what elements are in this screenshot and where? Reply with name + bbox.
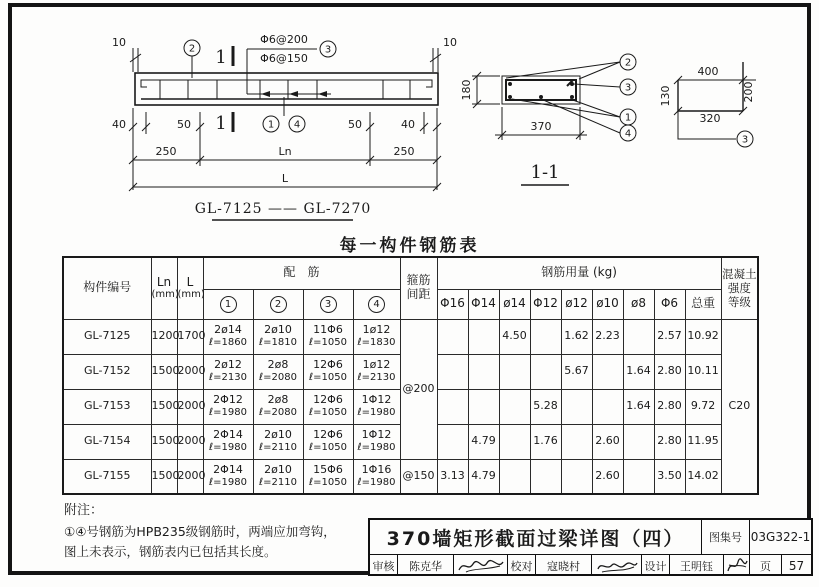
stirrup-note-top: Φ6@200	[260, 33, 308, 46]
title-block-row-1	[370, 520, 811, 555]
corner-bar-dot	[508, 82, 512, 86]
callout-1-label: 1	[624, 112, 632, 124]
atlas-number: 03G322-1	[750, 530, 811, 544]
header-member: 构件编号	[63, 257, 151, 319]
l-value: 1700	[177, 319, 203, 354]
bar-spec: 12Φ6	[313, 428, 343, 442]
weight-cell	[530, 354, 561, 389]
weight-cell	[499, 424, 530, 459]
bar-spec: 11Φ6	[313, 323, 343, 337]
config-cell	[353, 354, 400, 389]
bar-spec: 1Φ12	[361, 393, 392, 407]
beam-outline	[135, 73, 438, 105]
member-id: GL-7125	[63, 319, 151, 354]
l-unit: (mm)	[177, 289, 205, 301]
notes-block	[64, 501, 336, 562]
concrete-line2: 强度	[727, 281, 751, 296]
member-id: GL-7155	[63, 459, 151, 494]
header-dia-12: Φ12	[530, 289, 561, 319]
config-cell	[203, 389, 253, 424]
signature-scribble	[594, 557, 640, 575]
concrete-grade-cell: C20	[721, 319, 758, 494]
bar-length: ℓ=1830	[357, 337, 396, 349]
dim-50-left: 50	[177, 118, 191, 131]
config-cell	[203, 459, 253, 494]
header-dia-14: Φ14	[468, 289, 499, 319]
bar-spec: 1ø12	[362, 358, 391, 372]
config-cell	[253, 424, 303, 459]
config-cell	[303, 319, 353, 354]
dim-320: 320	[699, 112, 721, 125]
bar-spec: 2ø8	[267, 358, 289, 372]
bar-id-circle: 3	[320, 296, 337, 313]
dim-ln: Ln	[278, 145, 292, 158]
reviewer-label: 审核	[370, 555, 398, 576]
table-title: 每一构件钢筋表	[339, 236, 480, 256]
dim-180: 180	[460, 79, 473, 101]
config-cell	[253, 319, 303, 354]
bar-id-circle: 1	[220, 296, 237, 313]
weight-cell: 4.79	[468, 424, 499, 459]
section-1-1-drawing	[460, 54, 636, 185]
leader-line	[574, 84, 620, 87]
bar-length: ℓ=1980	[209, 476, 247, 488]
reviewer-name: 陈克华	[398, 555, 454, 576]
header-dia-12b: ø12	[561, 289, 592, 319]
weight-cell: 4.50	[499, 319, 530, 354]
callout-2-label: 2	[188, 43, 196, 55]
member-id: GL-7152	[63, 354, 151, 389]
header-dia-6: Φ6	[654, 289, 685, 319]
bar-length: ℓ=2130	[209, 372, 247, 384]
total-weight-cell: 10.11	[685, 354, 721, 389]
header-usage: 钢筋用量 (kg)	[437, 257, 721, 289]
bar-length: ℓ=1980	[209, 442, 247, 454]
weight-cell	[623, 424, 654, 459]
bar-length: ℓ=1050	[309, 337, 347, 349]
ln-value: 1500	[151, 354, 177, 389]
bar-length: ℓ=2110	[259, 442, 297, 454]
header-bar-4	[353, 289, 400, 319]
weight-cell: 2.80	[654, 424, 685, 459]
weight-cell	[592, 389, 623, 424]
bar-spec: 1Φ12	[361, 428, 392, 442]
header-config: 配 筋	[203, 257, 400, 289]
weight-cell	[437, 319, 468, 354]
bar-length: ℓ=1980	[209, 407, 247, 419]
total-weight-cell: 9.72	[685, 389, 721, 424]
config-cell	[203, 424, 253, 459]
bar-spec: 2Φ14	[213, 428, 243, 442]
bar-spec: 2ø10	[264, 323, 292, 337]
l-value: 2000	[177, 354, 203, 389]
beam-range-title: GL-7125 —— GL-7270	[194, 201, 372, 217]
weight-cell	[623, 319, 654, 354]
bar-spec: 2ø10	[264, 463, 292, 477]
l-value: 2000	[177, 459, 203, 494]
config-cell	[353, 424, 400, 459]
dim-200: 200	[742, 81, 755, 103]
ln-value: 1500	[151, 459, 177, 494]
bar-length: ℓ=1980	[357, 442, 396, 454]
weight-cell	[561, 389, 592, 424]
bar-id-circle: 2	[270, 296, 287, 313]
weight-cell: 2.60	[592, 459, 623, 494]
config-cell	[203, 354, 253, 389]
bar-length: ℓ=2110	[259, 476, 297, 488]
header-ln	[151, 257, 177, 319]
signature-scribble	[456, 557, 506, 575]
bar-spec: 2ø12	[214, 358, 242, 372]
weight-cell: 3.50	[654, 459, 685, 494]
section-title: 1-1	[530, 162, 560, 183]
note-line-1: ①④号钢筋为HPB235级钢筋时，两端应加弯钩，	[64, 523, 336, 539]
leader-line	[512, 99, 620, 117]
header-l	[177, 257, 203, 319]
header-dia-16: Φ16	[437, 289, 468, 319]
config-cell	[303, 354, 353, 389]
dim-370: 370	[530, 120, 552, 133]
header-total: 总重	[685, 289, 721, 319]
bar-length: ℓ=2130	[357, 372, 396, 384]
weight-cell: 3.13	[437, 459, 468, 494]
dim-40-left: 40	[112, 118, 126, 131]
beam-elevation-drawing	[112, 33, 457, 220]
weight-cell: 2.80	[654, 354, 685, 389]
weight-cell	[468, 389, 499, 424]
table-row	[63, 459, 758, 494]
l-label: L	[186, 274, 194, 289]
total-weight-cell: 10.92	[685, 319, 721, 354]
ln-value: 1500	[151, 424, 177, 459]
header-concrete	[721, 257, 758, 319]
bar-spec: 1ø12	[362, 323, 391, 337]
signature-scribble	[725, 557, 749, 575]
reviewer-signature	[454, 555, 508, 576]
header-dia-10: ø10	[592, 289, 623, 319]
bar-spec: 12Φ6	[313, 393, 343, 407]
callout-3-label: 3	[324, 44, 332, 56]
dim-10-right: 10	[443, 36, 457, 49]
config-cell	[353, 319, 400, 354]
table-row	[63, 319, 758, 354]
callout-3-label: 3	[741, 134, 749, 146]
weight-cell	[561, 424, 592, 459]
weight-cell	[499, 389, 530, 424]
page-label: 页	[750, 555, 782, 576]
weight-cell	[530, 459, 561, 494]
section-number-top: 1	[215, 47, 227, 68]
weight-cell: 2.60	[592, 424, 623, 459]
stirrup-spacing-line1: 箍筋	[406, 273, 431, 288]
header-stirrup-spacing	[400, 257, 437, 319]
drawing-title: 370墙矩形截面过梁详图（四）	[370, 520, 702, 554]
config-cell	[353, 389, 400, 424]
concrete-line1: 混凝土	[722, 266, 757, 281]
note-line-2: 图上未表示，钢筋表内已包括其长度。	[64, 543, 277, 559]
config-cell	[253, 354, 303, 389]
bar-length: ℓ=1980	[357, 407, 396, 419]
ln-label: Ln	[156, 274, 172, 289]
stirrup-detail-drawing	[659, 62, 756, 147]
corner-bar-dot	[508, 95, 512, 99]
weight-cell: 2.23	[592, 319, 623, 354]
weight-cell	[530, 319, 561, 354]
total-weight-cell: 14.02	[685, 459, 721, 494]
header-bar-3	[303, 289, 353, 319]
dim-130: 130	[659, 85, 672, 107]
member-id: GL-7154	[63, 424, 151, 459]
bar-length: ℓ=1050	[309, 476, 347, 488]
tick	[430, 54, 441, 62]
proofread-label: 校对	[508, 555, 536, 576]
bar-spec: 1Φ16	[361, 463, 392, 477]
top-rebar-line	[141, 80, 432, 87]
stirrup-spacing-line2: 间距	[406, 287, 431, 302]
callout-4-label: 4	[624, 128, 632, 140]
total-weight-cell: 11.95	[685, 424, 721, 459]
dim-250-left: 250	[155, 145, 177, 158]
config-cell	[303, 459, 353, 494]
dim-400: 400	[697, 65, 719, 78]
arrowhead	[318, 91, 327, 97]
bar-id-circle: 4	[368, 296, 385, 313]
header-dia-14b: ø14	[499, 289, 530, 319]
title-block-row-2	[370, 555, 811, 576]
corner-bar-dot	[570, 95, 574, 99]
bar-length: ℓ=1050	[309, 372, 347, 384]
weight-cell	[437, 354, 468, 389]
bar-length: ℓ=1860	[209, 337, 247, 349]
rebar-table	[62, 256, 759, 495]
weight-cell	[468, 354, 499, 389]
atlas-number-label: 图集号	[702, 520, 750, 554]
design-label: 设计	[642, 555, 670, 576]
bar-length: ℓ=2080	[259, 407, 297, 419]
config-cell	[253, 459, 303, 494]
spacing-cell: @150	[400, 459, 437, 494]
arrowhead	[289, 91, 298, 97]
bar-length: ℓ=1050	[309, 442, 347, 454]
dim-250-right: 250	[393, 145, 415, 158]
weight-cell: 1.64	[623, 354, 654, 389]
config-cell	[353, 459, 400, 494]
dim-40-right: 40	[401, 118, 415, 131]
weight-cell	[592, 354, 623, 389]
weight-cell: 1.76	[530, 424, 561, 459]
weight-cell: 1.62	[561, 319, 592, 354]
header-dia-8: ø8	[623, 289, 654, 319]
weight-cell	[499, 459, 530, 494]
concrete-line3: 等级	[727, 295, 751, 310]
proofreader-signature	[592, 555, 642, 576]
bar-spec: 2ø8	[267, 393, 289, 407]
dim-10-left: 10	[112, 36, 126, 49]
config-cell	[303, 389, 353, 424]
weight-cell: 5.67	[561, 354, 592, 389]
callout-4-label: 4	[293, 119, 301, 131]
header-bar-2	[253, 289, 303, 319]
weight-cell	[499, 354, 530, 389]
config-cell	[303, 424, 353, 459]
ln-value: 1200	[151, 319, 177, 354]
bar-spec: 2Φ14	[213, 463, 243, 477]
weight-cell: 1.64	[623, 389, 654, 424]
bar-length: ℓ=1810	[259, 337, 297, 349]
member-id: GL-7153	[63, 389, 151, 424]
weight-cell	[468, 319, 499, 354]
weight-cell: 2.80	[654, 389, 685, 424]
ln-unit: (mm)	[151, 289, 179, 301]
weight-cell: 5.28	[530, 389, 561, 424]
ln-value: 1500	[151, 389, 177, 424]
designer-name: 王明钰	[670, 555, 724, 576]
section-number-bottom: 1	[215, 113, 227, 134]
spacing-cell: @200	[400, 319, 437, 459]
bar-spec: 12Φ6	[313, 358, 343, 372]
l-value: 2000	[177, 424, 203, 459]
callout-2-label: 2	[624, 57, 632, 69]
designer-signature	[724, 555, 750, 576]
weight-cell	[437, 389, 468, 424]
dim-50-right: 50	[348, 118, 362, 131]
dim-l: L	[281, 172, 289, 185]
bar-spec: 2Φ12	[213, 393, 243, 407]
notes-heading: 附注：	[64, 503, 104, 518]
config-cell	[203, 319, 253, 354]
bar-length: ℓ=1050	[309, 407, 347, 419]
arrowhead	[261, 91, 270, 97]
tick	[130, 54, 141, 62]
weight-cell	[437, 424, 468, 459]
page-number: 57	[788, 558, 805, 573]
l-value: 2000	[177, 389, 203, 424]
bar-spec: 15Φ6	[313, 463, 343, 477]
callout-3-label: 3	[624, 82, 632, 94]
weight-cell	[561, 459, 592, 494]
stirrup-note-bottom: Φ6@150	[260, 52, 308, 65]
weight-cell: 4.79	[468, 459, 499, 494]
callout-1-label: 1	[267, 119, 275, 131]
mid-bar-dot	[539, 95, 543, 99]
bar-length: ℓ=2080	[259, 372, 297, 384]
weight-cell: 2.57	[654, 319, 685, 354]
title-block	[368, 518, 813, 576]
header-bar-1	[203, 289, 253, 319]
proofreader-name: 寇晓村	[536, 555, 592, 576]
drawings-canvas	[8, 4, 813, 254]
weight-cell	[623, 459, 654, 494]
bar-length: ℓ=1980	[357, 476, 396, 488]
config-cell	[253, 389, 303, 424]
bar-spec: 2ø10	[264, 428, 292, 442]
bar-spec: 2ø14	[214, 323, 242, 337]
